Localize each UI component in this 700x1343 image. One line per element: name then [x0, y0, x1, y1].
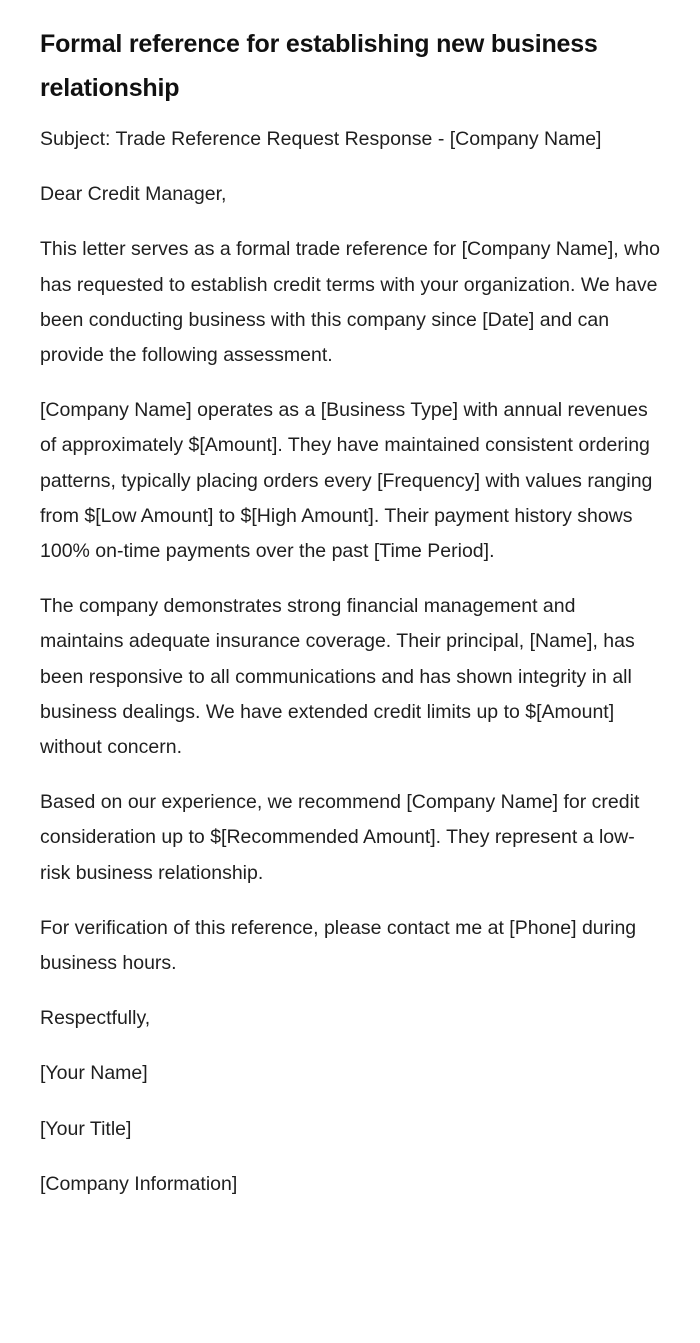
closing-line: Respectfully, — [40, 1007, 151, 1030]
document-title: Formal reference for establishing new business relationship — [40, 30, 598, 102]
signature-name: [Your Name] — [40, 1062, 148, 1085]
salutation: Dear Credit Manager, — [40, 183, 227, 206]
body-paragraph-3: The company demonstrates strong financial management and maintains adequate insurance coverage. Their principal, [Name], has been responsive to all communications and has shown integrity in all business dealings. We have extended credit limits up to $[Amount] without concern. — [40, 595, 635, 759]
body-paragraph-2: [Company Name] operates as a [Business Type] with annual revenues of approximately $[Amount]. They have maintained consistent ordering patterns, typically placing orders every [Frequency] with values ranging from $[Low Amount] to $[High Amount]. Their payment history shows 100% on-time payments over the past [Time Period]. — [40, 399, 653, 563]
body-paragraph-4: Based on our experience, we recommend [Company Name] for credit consideration up to $[Recommended Amount]. They represent a low-risk business relationship. — [40, 791, 640, 884]
body-paragraph-5: For verification of this reference, please contact me at [Phone] during business hours. — [40, 916, 637, 975]
body-paragraph-1: This letter serves as a formal trade reference for [Company Name], who has requested to establish credit terms with your organization. We have been conducting business with this company since [Date] and can provide the following assessment. — [40, 238, 660, 367]
signature-title: [Your Title] — [40, 1117, 132, 1140]
subject-line: Subject: Trade Reference Request Response - [Company Name] — [40, 128, 602, 150]
signature-company: [Company Information] — [40, 1172, 238, 1195]
